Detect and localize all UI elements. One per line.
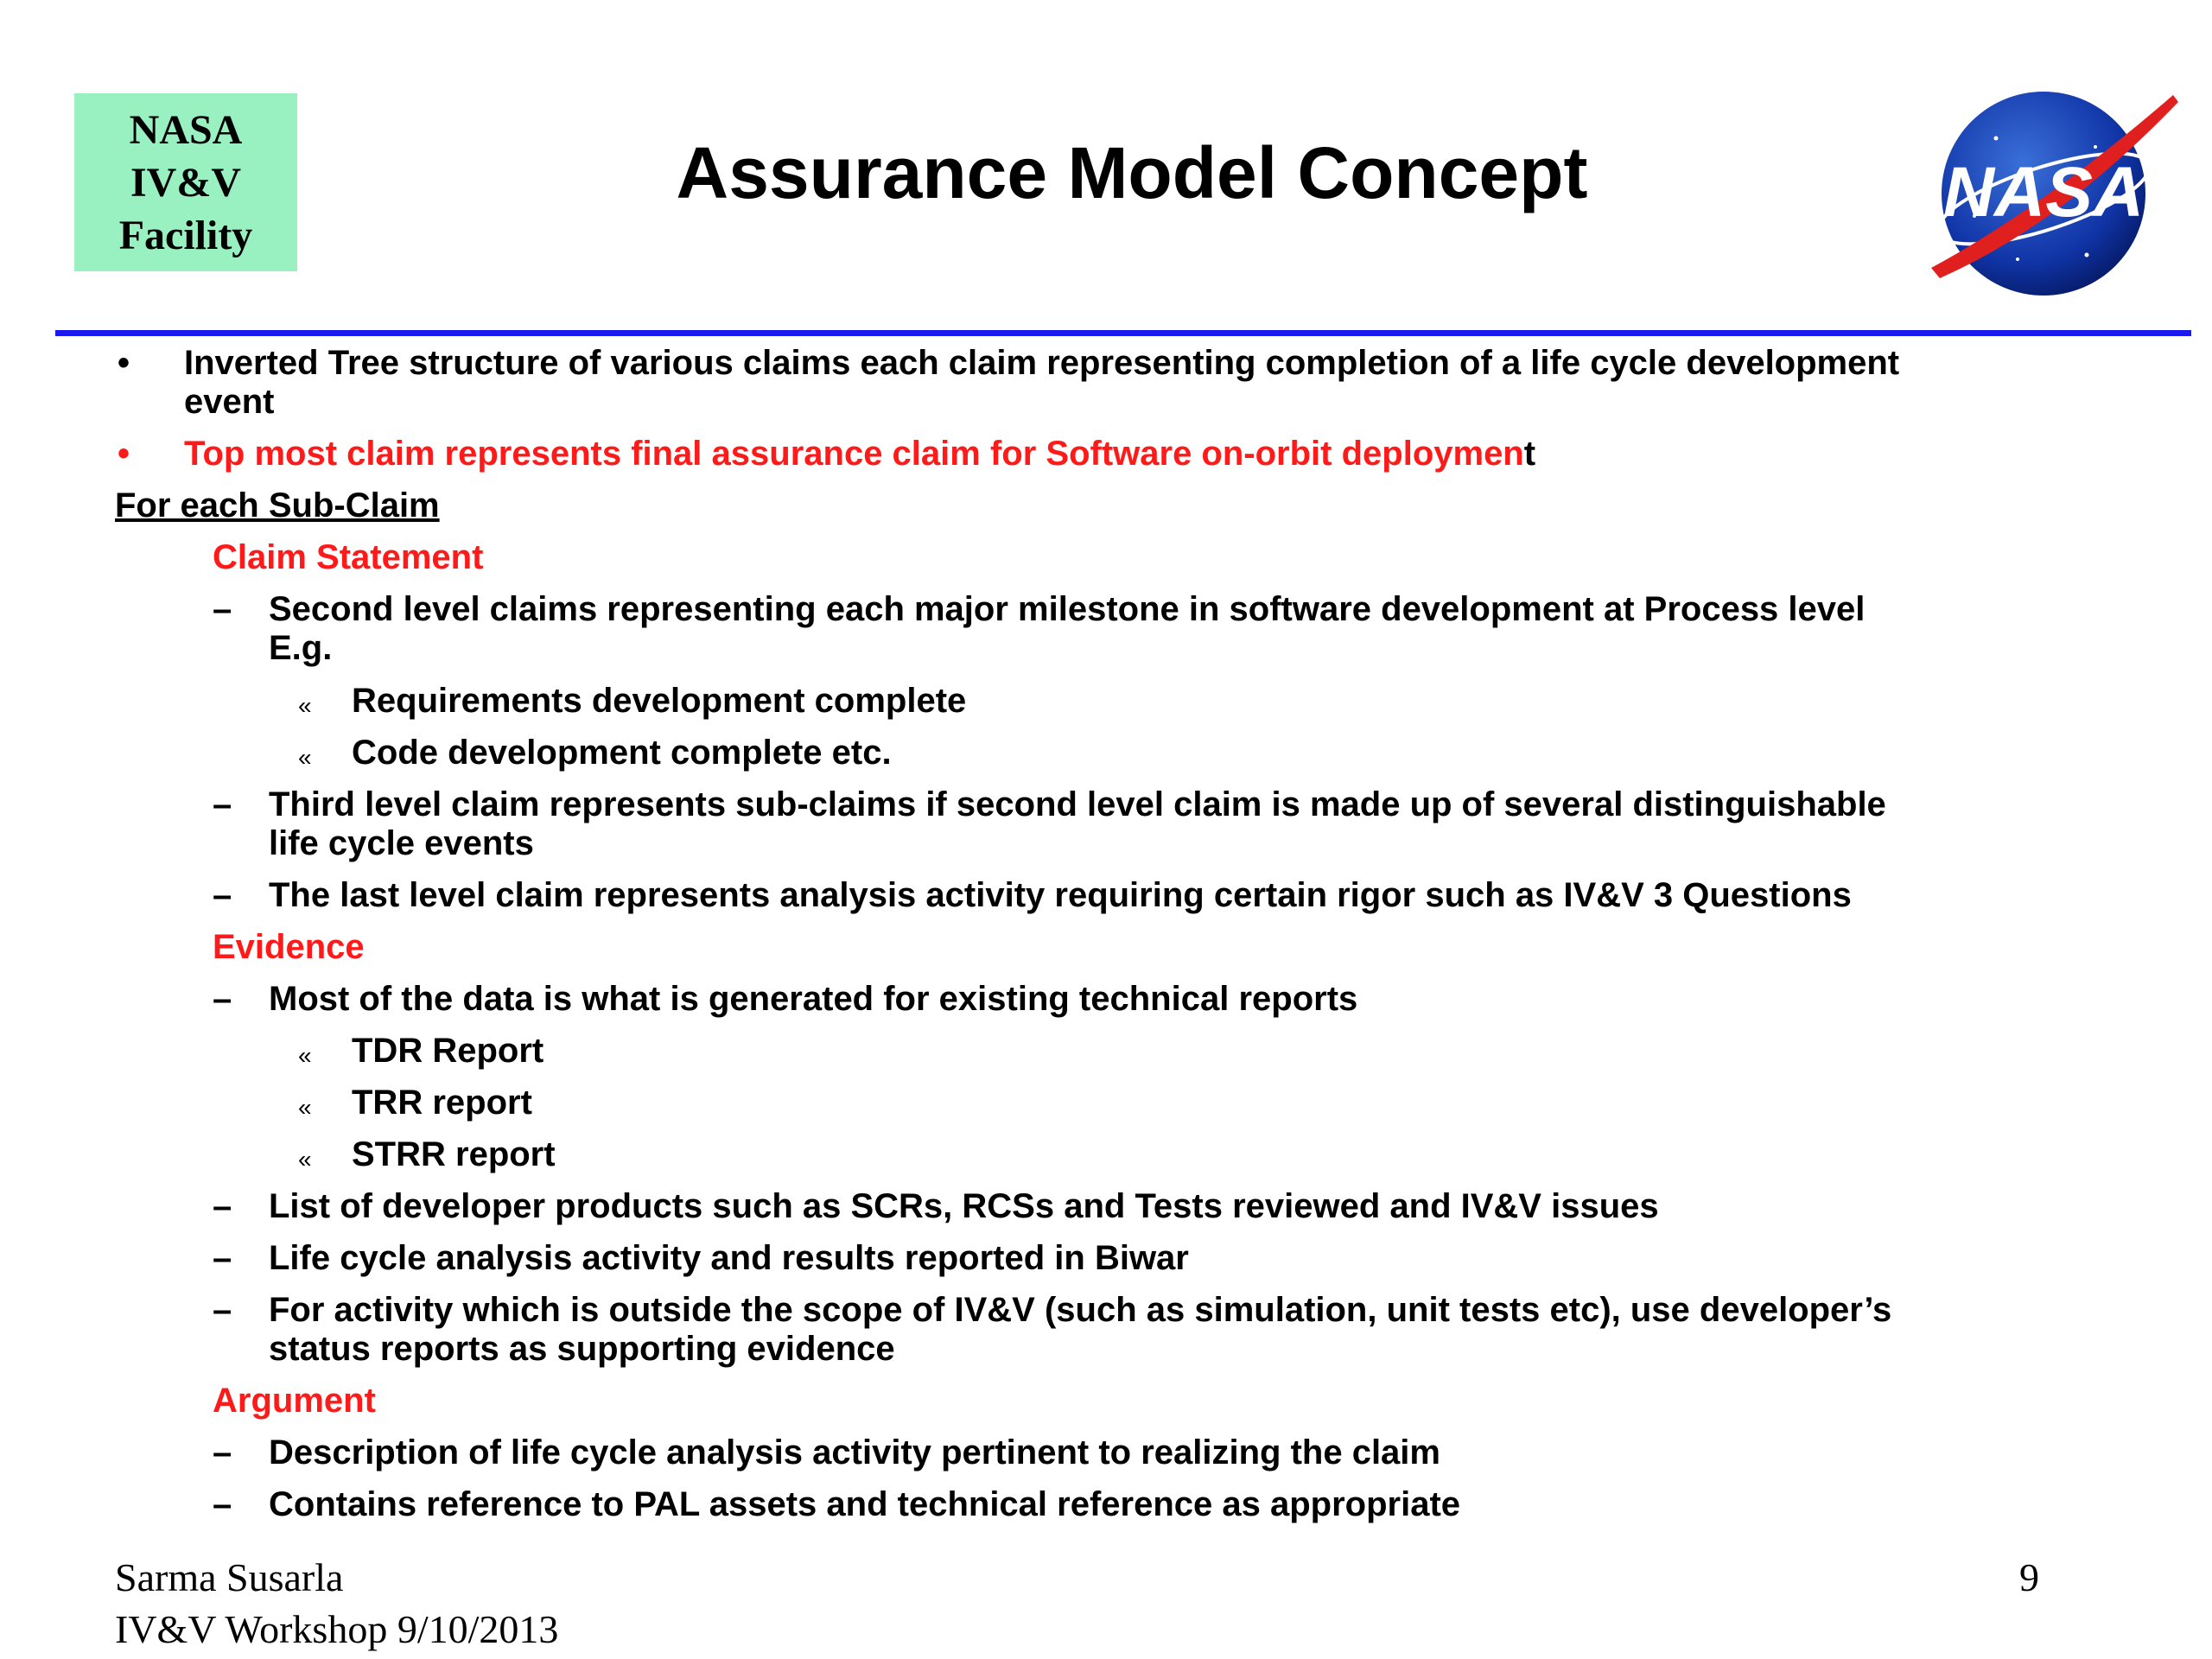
sub-item-marker: « [298,1146,312,1173]
sub-item-marker: « [298,744,312,771]
bullet-1-line-1: Inverted Tree structure of various claims each claim representing completion of a life cycle development [184,344,1900,382]
sub-item-marker: « [298,1042,312,1069]
claim-item-requirements: Requirements development complete [352,682,967,720]
evidence-item-trr: TRR report [352,1084,532,1122]
argument-heading: Argument [213,1382,376,1420]
slide-title: Assurance Model Concept [676,132,1588,213]
dash-marker: – [213,1433,232,1471]
bullet-marker: • [118,344,130,382]
bullet-2-text [184,435,1535,473]
dash-marker: – [213,1485,232,1523]
argument-references: Contains reference to PAL assets and technical reference as appropriate [269,1485,1461,1523]
sub-claim-heading: For each Sub-Claim [115,486,440,524]
page-number: 9 [2019,1555,2039,1599]
dash-marker: – [213,876,232,914]
claim-last-level: The last level claim represents analysis activity requiring certain rigor such as IV&V 3 Questions [269,876,1852,914]
bullet-1-line-2: event [184,383,275,421]
footer-author: Sarma Susarla [115,1555,344,1599]
evidence-outside-scope-line-1: For activity which is outside the scope of IV&V (such as simulation, unit tests etc), use developer’s [269,1291,1892,1329]
footer-event: IV&V Workshop 9/10/2013 [115,1607,559,1651]
sub-item-marker: « [298,692,312,719]
facility-line-1: NASA [129,106,243,153]
claim-third-level-line-2: life cycle events [269,824,534,862]
claim-second-level-line-2: E.g. [269,629,333,667]
facility-label-box [74,93,297,271]
dash-marker: – [213,1239,232,1277]
evidence-item-strr: STRR report [352,1135,556,1173]
nasa-logo-icon [1914,86,2180,301]
evidence-developer-products: List of developer products such as SCRs, RCSs and Tests reviewed and IV&V issues [269,1187,1659,1225]
bullet-marker: • [118,435,130,473]
dash-marker: – [213,980,232,1018]
evidence-life-cycle-analysis: Life cycle analysis activity and results reported in Biwar [269,1239,1189,1277]
facility-line-3: Facility [118,212,253,258]
claim-statement-heading: Claim Statement [213,538,484,576]
facility-line-2: IV&V [130,159,241,206]
claim-item-code: Code development complete etc. [352,734,892,772]
dash-marker: – [213,785,232,823]
argument-description: Description of life cycle analysis activity pertinent to realizing the claim [269,1433,1440,1471]
evidence-heading: Evidence [213,928,365,966]
dash-marker: – [213,1187,232,1225]
evidence-item-tdr: TDR Report [352,1032,544,1070]
svg-text:NASA: NASA [1942,153,2145,232]
claim-second-level-line-1: Second level claims representing each major milestone in software development at Process level [269,590,1866,628]
bullet-2-tail: t [1523,435,1536,473]
evidence-outside-scope-line-2: status reports as supporting evidence [269,1330,895,1368]
claim-third-level-line-1: Third level claim represents sub-claims if second level claim is made up of several distinguishable [269,785,1886,823]
bullet-2-red-text: Top most claim represents final assurance claim for Software on-orbit deploymen [184,435,1524,473]
evidence-data: Most of the data is what is generated for existing technical reports [269,980,1358,1018]
dash-marker: – [213,590,232,628]
header-divider [55,330,2191,336]
dash-marker: – [213,1291,232,1329]
sub-item-marker: « [298,1094,312,1121]
